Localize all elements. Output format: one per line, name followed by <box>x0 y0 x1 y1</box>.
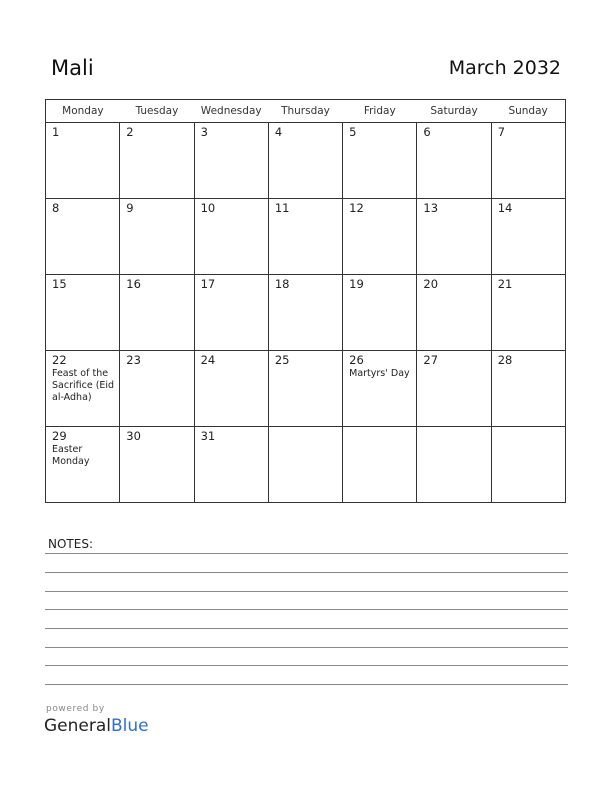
day-cell <box>343 275 417 351</box>
calendar-grid <box>45 99 566 503</box>
day-number: 9 <box>126 201 134 215</box>
weekday-saturday: Saturday <box>417 100 491 123</box>
day-cell <box>46 351 120 427</box>
weekday-monday: Monday <box>46 100 120 123</box>
day-cell <box>46 427 120 503</box>
day-cell <box>120 427 194 503</box>
holiday-label: Martyrs' Day <box>349 368 410 379</box>
week-row <box>46 123 566 199</box>
day-cell <box>194 199 268 275</box>
day-cell <box>491 199 565 275</box>
day-cell <box>343 199 417 275</box>
day-cell <box>343 351 417 427</box>
day-number: 24 <box>200 353 216 367</box>
day-cell <box>491 275 565 351</box>
weekday-sunday: Sunday <box>491 100 565 123</box>
day-number: 4 <box>274 125 283 139</box>
day-number: 10 <box>200 201 216 215</box>
note-line <box>45 628 568 629</box>
brand-part-general: General <box>44 716 111 736</box>
day-cell <box>268 275 342 351</box>
holiday-label: Feast of the Sacrifice (Eid al-Adha) <box>52 368 115 403</box>
day-number: 1 <box>52 125 60 139</box>
weekday-wednesday: Wednesday <box>194 100 268 123</box>
day-cell <box>120 199 194 275</box>
day-number: 30 <box>126 429 141 443</box>
weekday-tuesday: Tuesday <box>120 100 194 123</box>
day-cell <box>491 427 565 503</box>
day-number: 23 <box>126 353 141 367</box>
day-cell <box>46 275 120 351</box>
day-number: 29 <box>52 429 67 443</box>
week-row <box>46 199 566 275</box>
day-number: 18 <box>274 277 290 291</box>
day-number: 11 <box>274 201 290 215</box>
day-cell <box>417 275 491 351</box>
day-cell <box>268 351 342 427</box>
day-number: 15 <box>52 277 67 291</box>
note-line <box>45 609 568 610</box>
day-cell <box>417 351 491 427</box>
weekday-header-row <box>46 100 566 123</box>
day-cell <box>120 275 194 351</box>
day-number: 5 <box>349 125 357 139</box>
powered-by-text: powered by <box>46 704 105 714</box>
weekday-friday: Friday <box>343 100 417 123</box>
note-line <box>45 684 568 685</box>
notes-label: NOTES: <box>48 537 93 551</box>
day-cell <box>194 275 268 351</box>
day-number: 6 <box>423 125 431 139</box>
day-number: 8 <box>52 201 60 215</box>
note-line <box>45 665 568 666</box>
day-number: 14 <box>497 201 513 215</box>
note-line <box>45 553 568 554</box>
day-number: 12 <box>349 201 364 215</box>
day-cell <box>46 199 120 275</box>
day-cell <box>417 427 491 503</box>
day-number: 26 <box>349 353 364 367</box>
day-number: 19 <box>349 277 364 291</box>
holiday-label: Easter Monday <box>52 444 90 467</box>
weekday-thursday: Thursday <box>268 100 342 123</box>
month-year-title: March 2032 <box>448 57 561 79</box>
day-cell <box>194 427 268 503</box>
day-cell <box>46 123 120 199</box>
day-cell <box>120 123 194 199</box>
day-number: 21 <box>497 277 513 291</box>
day-number: 2 <box>126 125 134 139</box>
day-cell <box>491 123 565 199</box>
week-row <box>46 275 566 351</box>
day-number: 17 <box>200 277 216 291</box>
day-number: 20 <box>423 277 439 291</box>
day-number: 25 <box>274 353 290 367</box>
note-line <box>45 591 568 592</box>
day-cell <box>417 199 491 275</box>
day-cell <box>268 199 342 275</box>
note-line <box>45 572 568 573</box>
day-cell <box>491 351 565 427</box>
day-cell <box>268 427 342 503</box>
day-number: 3 <box>200 125 208 139</box>
day-number: 22 <box>52 353 67 367</box>
day-number: 7 <box>497 125 506 139</box>
day-number: 27 <box>423 353 439 367</box>
day-cell <box>417 123 491 199</box>
country-title: Mali <box>51 56 94 80</box>
day-number: 31 <box>200 429 216 443</box>
brand-part-blue: Blue <box>111 716 149 736</box>
day-cell <box>268 123 342 199</box>
day-cell <box>343 123 417 199</box>
note-line <box>45 647 568 648</box>
day-number: 28 <box>497 353 513 367</box>
day-cell <box>194 123 268 199</box>
day-number: 16 <box>126 277 141 291</box>
week-row <box>46 427 566 503</box>
day-number: 13 <box>423 201 439 215</box>
day-cell <box>343 427 417 503</box>
week-row <box>46 351 566 427</box>
generalblue-logo <box>44 716 149 736</box>
day-cell <box>194 351 268 427</box>
day-cell <box>120 351 194 427</box>
